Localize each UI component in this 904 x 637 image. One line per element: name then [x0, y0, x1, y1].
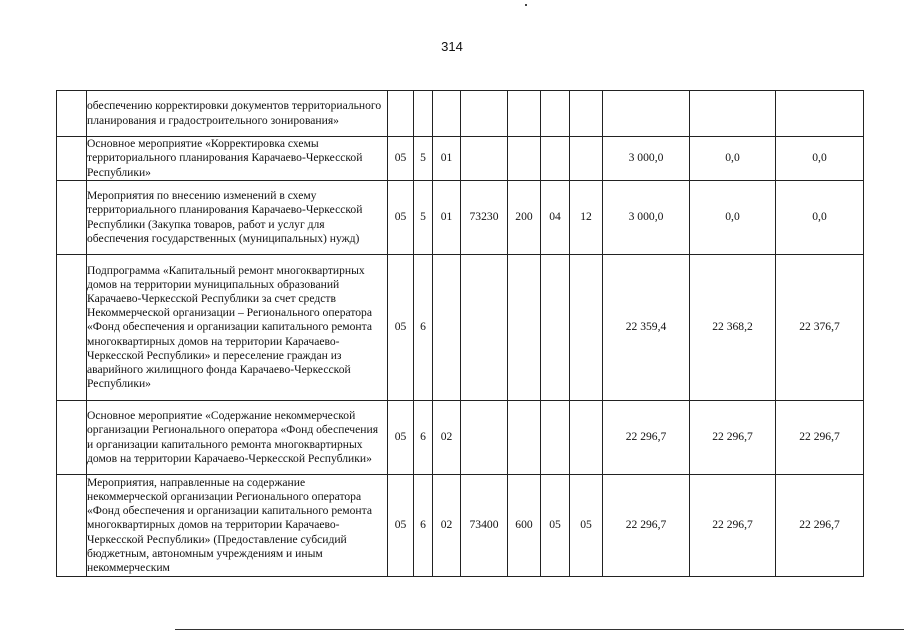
- target-cell: [461, 255, 508, 401]
- program-cell: [433, 91, 461, 137]
- expense-type-cell: 200: [508, 181, 541, 255]
- subsection-cell: [414, 91, 433, 137]
- extra2-cell: [570, 401, 603, 475]
- blank-cell: [57, 401, 87, 475]
- amount-1-cell: 3 000,0: [603, 137, 690, 181]
- target-cell: [461, 137, 508, 181]
- target-cell: 73400: [461, 475, 508, 577]
- amount-2-cell: 0,0: [690, 137, 776, 181]
- budget-table: [56, 90, 864, 577]
- blank-cell: [57, 181, 87, 255]
- expense-type-cell: [508, 137, 541, 181]
- extra1-cell: 05: [541, 475, 570, 577]
- program-cell: 01: [433, 137, 461, 181]
- subsection-cell: 5: [414, 181, 433, 255]
- table-row: [57, 91, 864, 137]
- expense-type-cell: [508, 401, 541, 475]
- extra2-cell: 05: [570, 475, 603, 577]
- extra1-cell: [541, 91, 570, 137]
- description-cell: Основное мероприятие «Корректировка схемы территориального планирования Карачаево-Черкесской Республики»: [87, 137, 388, 181]
- section-cell: 05: [388, 137, 414, 181]
- section-cell: 05: [388, 401, 414, 475]
- amount-2-cell: 22 368,2: [690, 255, 776, 401]
- blank-cell: [57, 91, 87, 137]
- section-cell: 05: [388, 181, 414, 255]
- description-cell: Подпрограмма «Капитальный ремонт многоквартирных домов на территории муниципальных образований Карачаево-Черкесской Республики за счет средств Некоммерческой организации – Регионального оператора «Фонд обеспечения и организации капитального ремонта многоквартирных домов на территории Карачаево-Черкесской Республики» и переселение граждан из аварийного жилищного фонда Карачаево-Черкесской Республики»: [87, 255, 388, 401]
- footer-rule: [175, 629, 904, 630]
- amount-2-cell: [690, 91, 776, 137]
- extra1-cell: [541, 255, 570, 401]
- extra1-cell: 04: [541, 181, 570, 255]
- blank-cell: [57, 255, 87, 401]
- subsection-cell: 5: [414, 137, 433, 181]
- amount-1-cell: 22 296,7: [603, 401, 690, 475]
- subsection-cell: 6: [414, 255, 433, 401]
- amount-3-cell: 22 296,7: [776, 401, 864, 475]
- amount-1-cell: 22 359,4: [603, 255, 690, 401]
- table-row: [57, 255, 864, 401]
- amount-1-cell: 3 000,0: [603, 181, 690, 255]
- extra1-cell: [541, 401, 570, 475]
- scan-speck: [525, 4, 527, 6]
- extra1-cell: [541, 137, 570, 181]
- extra2-cell: [570, 137, 603, 181]
- target-cell: 73230: [461, 181, 508, 255]
- table-row: [57, 401, 864, 475]
- subsection-cell: 6: [414, 475, 433, 577]
- program-cell: 02: [433, 401, 461, 475]
- extra2-cell: [570, 255, 603, 401]
- amount-1-cell: 22 296,7: [603, 475, 690, 577]
- extra2-cell: 12: [570, 181, 603, 255]
- amount-3-cell: 22 296,7: [776, 475, 864, 577]
- table-row: [57, 181, 864, 255]
- target-cell: [461, 91, 508, 137]
- description-cell: обеспечению корректировки документов территориального планирования и градостроительного зонирования»: [87, 91, 388, 137]
- table-row: [57, 475, 864, 577]
- amount-2-cell: 0,0: [690, 181, 776, 255]
- blank-cell: [57, 475, 87, 577]
- program-cell: 02: [433, 475, 461, 577]
- description-cell: Основное мероприятие «Содержание некоммерческой организации Регионального оператора «Фонд обеспечения и организации капитального ремонта многоквартирных домов на территории Карачаево-Черкесской Республики»: [87, 401, 388, 475]
- amount-2-cell: 22 296,7: [690, 475, 776, 577]
- section-cell: [388, 91, 414, 137]
- expense-type-cell: [508, 255, 541, 401]
- section-cell: 05: [388, 255, 414, 401]
- blank-cell: [57, 137, 87, 181]
- amount-2-cell: 22 296,7: [690, 401, 776, 475]
- description-cell: Мероприятия по внесению изменений в схему территориального планирования Карачаево-Черкесской Республики (Закупка товаров, работ и услуг для обеспечения государственных (муниципальных) нужд): [87, 181, 388, 255]
- section-cell: 05: [388, 475, 414, 577]
- amount-3-cell: 22 376,7: [776, 255, 864, 401]
- page-number: 314: [441, 39, 463, 54]
- amount-3-cell: 0,0: [776, 181, 864, 255]
- description-cell: Мероприятия, направленные на содержание некоммерческой организации Регионального оператора «Фонд обеспечения и организации капитального ремонта многоквартирных домов на территории Карачаево-Черкесской Республики» (Предоставление субсидий бюджетным, автономным учреждениям и иным некоммерческим: [87, 475, 388, 577]
- program-cell: 01: [433, 181, 461, 255]
- amount-3-cell: [776, 91, 864, 137]
- subsection-cell: 6: [414, 401, 433, 475]
- program-cell: [433, 255, 461, 401]
- target-cell: [461, 401, 508, 475]
- expense-type-cell: 600: [508, 475, 541, 577]
- expense-type-cell: [508, 91, 541, 137]
- amount-1-cell: [603, 91, 690, 137]
- table-row: [57, 137, 864, 181]
- amount-3-cell: 0,0: [776, 137, 864, 181]
- extra2-cell: [570, 91, 603, 137]
